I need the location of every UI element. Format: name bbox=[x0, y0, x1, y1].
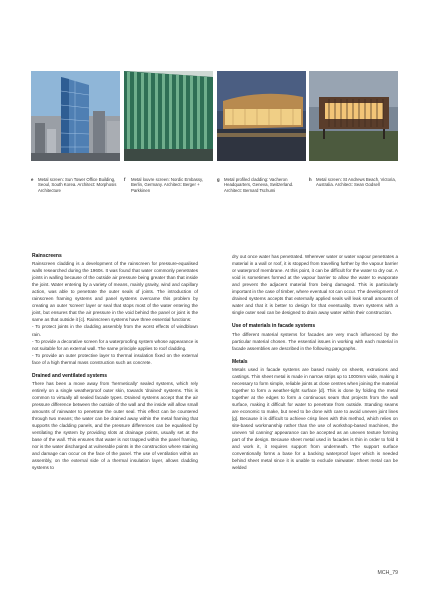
figure-letter: f bbox=[124, 177, 126, 182]
figure-letter: g bbox=[217, 177, 220, 182]
caption-text: Metal louvre screen: Nordic Embassy, Berlin, Germany. Architect: Berger + Parkkinen bbox=[131, 177, 204, 193]
caption-text: Metal screen: Sun Tower Office Building, Seoul, South Korea. Architect: Morphosis Architecture bbox=[38, 177, 117, 193]
section-heading: Rainscreens bbox=[32, 253, 62, 259]
body-paragraph: - To protect joints in the cladding assembly from the worst effects of windblown rain. bbox=[32, 324, 198, 337]
photo-h bbox=[309, 71, 398, 161]
paragraph-gap bbox=[32, 366, 198, 373]
body-paragraph: There has been a move away from 'hermetically' sealed systems, which rely entirely on a single weatherproof outer skin, towards 'drained' systems. This is common to virtually all sealed facade types. Drained systems accept that the air pressure difference between the outside of the wall and the inside will allow small amounts of rainwater to penetrate the outer seal. This effect can be countered through two means; the water can be drained away within the metal framing that supports the cladding panels, and the pressure differences can be equalised by ventilating the system by providing slots at drainage points, usually set at the base of the wall. This ensures that water is not trapped within the panel framing, nor is the water discharged at vulnerable points in the construction where staining and damage can occur on the face of the panel. The use of ventilation within an assembly, on the external side of a thermal insulation layer, allows cladding systems to bbox=[32, 380, 198, 471]
section-heading: Use of materials in facade systems bbox=[232, 323, 316, 330]
caption-text: Metal screen: St Andrews Beach, Victoria, Australia. Architect: Sean Godsell bbox=[316, 177, 396, 188]
figure-letter: e bbox=[31, 177, 34, 182]
body-paragraph: The different material systems for facades are very much influenced by the particular material chosen. The essential issues in working with each material in facade assemblies are described in the following paragraphs. bbox=[232, 331, 398, 351]
paragraph-gap bbox=[232, 316, 398, 323]
figure-letter: h bbox=[309, 177, 312, 182]
body-paragraph: dry out once water has penetrated. Wherever water or water vapour penetrates a material in a wall or roof, it is stopped from travelling further by the vapour barrier or waterproof membrane. At this point, it can be difficult for the water to dry out. A void is sometimes formed at the vapour barrier to allow the water to evaporate and prevent the adjacent material from being damaged. This is particularly important in the case of timber, where eventual rot can occur. The development of drained systems accepts that externally applied seals will leak small amounts of water and that it is better to design for that eventuality. Even systems with a single outer seal can be designed to drain away water within their construction. bbox=[232, 254, 398, 316]
paragraph-gap bbox=[232, 352, 398, 359]
caption-text: Metal profiled cladding: Vacheron Headquarters, Geneva, Switzerland. Architect: Bernard Tschumi bbox=[224, 177, 294, 193]
body-paragraph: - To provide an outer protective layer to thermal insulation fixed on the external face of a high thermal mass construction such as concrete. bbox=[32, 352, 198, 365]
page-number: MCH_79 bbox=[377, 570, 398, 576]
body-paragraph: Metals used in facade systems are based mainly on sheets, extrusions and castings. Thin sheet metal is made in narrow strips up to 1000mm wide, making it necessary to form simple, reliable joints at close centres when joining the material together to form a weather-tight surface [d]. This is done by folding the metal together at the edges to form a continuous seam that projects from the wall surface, making it difficult for water to penetrate from outside. Standing seams are economic to make, but need to be done with care to avoid uneven joint lines [g]. Because it is difficult to achieve crisp lines with this method, which relies on site-based workmanship rather than the use of workshop-based machines, the uneven 'oil canning' appearance can be accepted as an uneven texture forming part of the design. Because sheet metal used in facades is thin in order to fold it and work it, it requires support from underneath. The support surface conventionally forms a base for a backing waterproof layer which is needed behind sheet metal since it is unable to exclude rainwater. Sheet metal can be welded bbox=[232, 366, 398, 471]
right-text-column bbox=[232, 253, 398, 471]
section-heading: Drained and ventilated systems bbox=[32, 372, 108, 379]
photo-g bbox=[217, 71, 306, 161]
section-heading: Metals bbox=[232, 358, 248, 365]
body-paragraph: - To provide a decorative screen for a waterproofing system whose appearance is not suitable for an external wall. The same principle applies to roof cladding. bbox=[32, 338, 198, 351]
body-paragraph: Rainscreen cladding is a development of the rainscreen for pressure-equalised walls researched during the 1960s. It was found that water commonly penetrates joints in walling because of the outside air pressure being greater than that inside the joint. Water entering by a variety of means, mainly gravity, wind and capillary action, was able to penetrate the outer seals of joints. The introduction of rainscreen framing systems and panel systems overcame this problem by creating an outer 'screen' layer or seal that stops most of the water entering the joint, but ensures that the air pressure in the void behind the panel or joint is the same as that outside it [c]. Rainscreen systems have three essential functions: bbox=[32, 261, 198, 323]
photo-f bbox=[124, 71, 213, 161]
photo-e bbox=[31, 71, 120, 161]
figure-captions bbox=[31, 177, 398, 203]
photo-strip bbox=[31, 71, 398, 161]
left-text-column bbox=[32, 253, 198, 471]
